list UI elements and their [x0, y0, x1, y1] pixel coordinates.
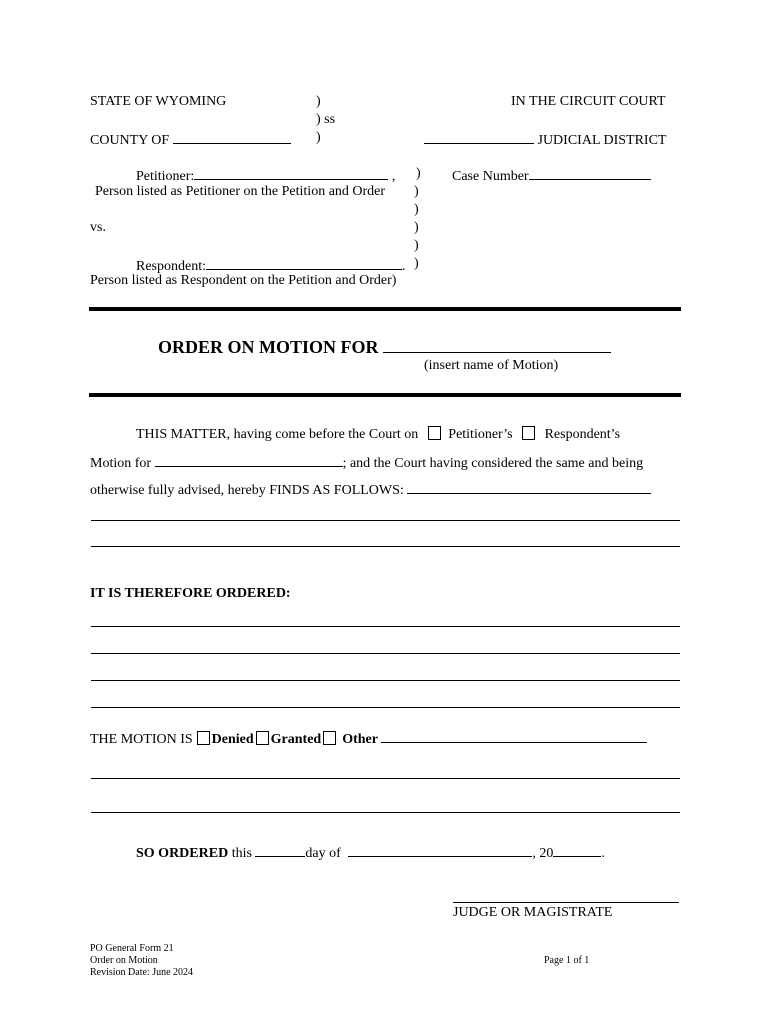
top-rule	[89, 307, 681, 311]
respondent-field[interactable]	[206, 256, 402, 270]
motion-is-label: THE MOTION IS	[90, 732, 193, 747]
page-number: Page 1 of 1	[544, 955, 590, 966]
state-label: STATE OF WYOMING	[90, 94, 227, 109]
case-number-field[interactable]	[529, 166, 651, 180]
case-number-line	[452, 166, 651, 185]
order-line-3[interactable]	[91, 680, 680, 681]
petitioner-checkbox[interactable]	[428, 426, 441, 440]
other-field[interactable]	[381, 729, 647, 743]
findings-label: otherwise fully advised, hereby FINDS AS FOLLOWS:	[90, 483, 404, 498]
caption-paren: )	[414, 238, 419, 253]
motion-name-field[interactable]	[383, 337, 611, 353]
respondent-desc-line	[90, 273, 396, 289]
year-prefix: , 20	[532, 846, 554, 861]
caption-paren: )	[316, 130, 321, 145]
district-field[interactable]	[424, 130, 534, 144]
ss-label: ) ss	[316, 112, 336, 127]
signature-line[interactable]	[453, 902, 679, 903]
form-number: PO General Form 21	[90, 943, 174, 954]
caption-paren: )	[414, 184, 419, 199]
respondent-period: .	[402, 259, 406, 274]
so-ordered-label: SO ORDERED	[136, 846, 229, 861]
denied-checkbox[interactable]	[197, 731, 210, 745]
court-label: IN THE CIRCUIT COURT	[511, 94, 666, 109]
caption-paren: )	[414, 256, 419, 271]
so-ordered-line	[136, 843, 605, 862]
respondent-checkbox[interactable]	[522, 426, 535, 440]
denied-label: Denied	[211, 732, 254, 747]
motion-is-line	[90, 729, 647, 748]
district-line	[424, 130, 666, 149]
considered-text: ; and the Court having considered the same and being	[342, 456, 644, 471]
granted-label: Granted	[270, 732, 322, 747]
county-label: COUNTY OF	[90, 133, 170, 148]
district-label: JUDICIAL DISTRICT	[537, 133, 667, 148]
revision-date: Revision Date: June 2024	[90, 967, 194, 978]
caption-paren: )	[416, 166, 421, 181]
motion-line-2[interactable]	[91, 812, 680, 813]
matter-line	[136, 426, 680, 443]
petitioner-field[interactable]	[194, 166, 388, 180]
findings-line-1[interactable]	[91, 520, 680, 521]
case-number-label: Case Number	[452, 169, 529, 184]
motion-line-1[interactable]	[91, 778, 680, 779]
caption-paren: )	[414, 202, 419, 217]
order-line-1[interactable]	[91, 626, 680, 627]
motion-for-field[interactable]	[155, 453, 343, 467]
vs-label: vs.	[90, 220, 106, 235]
findings-line-2[interactable]	[91, 546, 680, 547]
respondent-option: Respondent’s	[544, 427, 621, 442]
other-checkbox[interactable]	[323, 731, 336, 745]
matter-text: THIS MATTER, having come before the Court on	[136, 427, 419, 442]
county-line	[90, 130, 291, 149]
order-subtitle: (insert name of Motion)	[424, 358, 559, 373]
petitioner-line	[136, 166, 395, 185]
footer-block	[90, 943, 193, 979]
county-field[interactable]	[173, 130, 291, 144]
order-title-text: ORDER ON MOTION FOR	[158, 337, 379, 357]
ordered-heading: IT IS THEREFORE ORDERED:	[90, 586, 291, 601]
granted-checkbox[interactable]	[256, 731, 269, 745]
respondent-desc: Person listed as Respondent on the Petition and Order	[90, 273, 392, 288]
petitioner-option: Petitioner’s	[448, 427, 513, 442]
caption-paren: )	[414, 220, 419, 235]
petitioner-label: Petitioner:	[136, 169, 195, 184]
motion-for-label: Motion for	[90, 456, 152, 471]
day-of-label: day of	[305, 846, 341, 861]
motion-for-line	[90, 453, 643, 472]
day-field[interactable]	[255, 843, 305, 857]
other-label: Other	[342, 732, 378, 747]
order-title	[158, 337, 611, 358]
petitioner-desc: Person listed as Petitioner on the Petition and Order	[95, 184, 386, 199]
order-line-4[interactable]	[91, 707, 680, 708]
findings-field[interactable]	[407, 480, 651, 494]
bottom-rule	[89, 393, 681, 397]
year-field[interactable]	[553, 843, 601, 857]
caption-paren: )	[316, 94, 321, 109]
month-field[interactable]	[348, 843, 532, 857]
respondent-label: Respondent:	[136, 259, 206, 274]
this-label: this	[231, 846, 252, 861]
findings-line	[90, 480, 651, 499]
form-name: Order on Motion	[90, 955, 158, 966]
judge-label: JUDGE OR MAGISTRATE	[453, 905, 613, 920]
year-period: .	[601, 846, 605, 861]
petitioner-comma: ,	[391, 169, 396, 184]
caption-paren: )	[391, 273, 397, 288]
order-line-2[interactable]	[91, 653, 680, 654]
